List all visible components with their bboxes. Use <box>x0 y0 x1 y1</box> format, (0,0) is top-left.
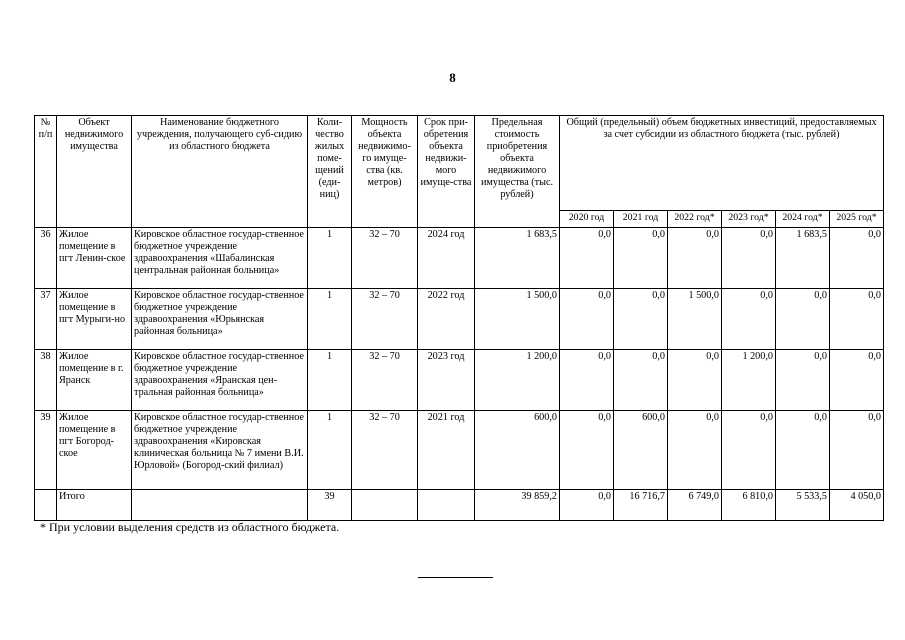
row-object: Жилое помещение в пгт Мурыги-но <box>57 289 132 350</box>
row-count: 1 <box>308 350 352 411</box>
header-institution: Наименование бюджетного учреждения, получающего суб-сидию из областного бюджета <box>132 116 308 228</box>
page-number: 8 <box>449 70 456 85</box>
row-value-2025: 0,0 <box>830 411 884 490</box>
row-value-2022: 0,0 <box>668 350 722 411</box>
row-value-2023: 0,0 <box>722 289 776 350</box>
table-row <box>35 350 884 411</box>
row-value-2023: 0,0 <box>722 228 776 289</box>
row-value-2023: 0,0 <box>722 411 776 490</box>
row-value-2020: 0,0 <box>560 228 614 289</box>
header-year-2020: 2020 год <box>560 211 614 228</box>
row-institution: Кировское областное государ-ственное бюджетное учреждение здравоохранения «Яранская цен-тральная районная больница» <box>132 350 308 411</box>
header-object: Объект недвижимого имущества <box>57 116 132 228</box>
total-capacity <box>352 490 418 521</box>
header-year-2021: 2021 год <box>614 211 668 228</box>
row-term: 2021 год <box>418 411 475 490</box>
row-num: 37 <box>35 289 57 350</box>
total-value-2023: 6 810,0 <box>722 490 776 521</box>
total-value-2021: 16 716,7 <box>614 490 668 521</box>
row-value-2025: 0,0 <box>830 350 884 411</box>
row-capacity: 32 – 70 <box>352 289 418 350</box>
row-count: 1 <box>308 228 352 289</box>
row-count: 1 <box>308 289 352 350</box>
total-label: Итого <box>57 490 132 521</box>
row-institution: Кировское областное государ-ственное бюджетное учреждение здравоохранения «Кировская клиническая больница № 7 имени В.И. Юрловой» (Богород-ский филиал) <box>132 411 308 490</box>
table-row <box>35 411 884 490</box>
row-value-2021: 0,0 <box>614 350 668 411</box>
row-cost: 1 200,0 <box>475 350 560 411</box>
header-year-2025: 2025 год* <box>830 211 884 228</box>
total-term <box>418 490 475 521</box>
row-value-2021: 600,0 <box>614 411 668 490</box>
header-row <box>35 116 884 211</box>
row-value-2020: 0,0 <box>560 411 614 490</box>
total-num <box>35 490 57 521</box>
header-term: Срок при-обретения объекта недвижи-мого имуще-ства <box>418 116 475 228</box>
header-num: № п/п <box>35 116 57 228</box>
budget-investment-table <box>34 115 884 521</box>
row-capacity: 32 – 70 <box>352 350 418 411</box>
row-num: 39 <box>35 411 57 490</box>
total-count: 39 <box>308 490 352 521</box>
row-institution: Кировское областное государ-ственное бюджетное учреждение здравоохранения «Шабалинская центральная районная больница» <box>132 228 308 289</box>
row-value-2020: 0,0 <box>560 289 614 350</box>
total-row <box>35 490 884 521</box>
row-value-2024: 1 683,5 <box>776 228 830 289</box>
row-term: 2023 год <box>418 350 475 411</box>
row-cost: 1 683,5 <box>475 228 560 289</box>
header-capacity: Мощность объекта недвижимо-го имуще-ства (кв. метров) <box>352 116 418 228</box>
header-cost: Предельная стоимость приобретения объекта недвижимого имущества (тыс. рублей) <box>475 116 560 228</box>
row-value-2024: 0,0 <box>776 350 830 411</box>
row-institution: Кировское областное государ-ственное бюджетное учреждение здравоохранения «Юрьянская районная больница» <box>132 289 308 350</box>
row-value-2024: 0,0 <box>776 411 830 490</box>
row-num: 36 <box>35 228 57 289</box>
row-value-2025: 0,0 <box>830 289 884 350</box>
row-value-2025: 0,0 <box>830 228 884 289</box>
row-value-2021: 0,0 <box>614 289 668 350</box>
row-value-2022: 0,0 <box>668 228 722 289</box>
total-cost: 39 859,2 <box>475 490 560 521</box>
row-term: 2022 год <box>418 289 475 350</box>
row-value-2023: 1 200,0 <box>722 350 776 411</box>
table-row <box>35 289 884 350</box>
row-value-2022: 1 500,0 <box>668 289 722 350</box>
header-count: Коли-чество жилых поме-щений (еди-ниц) <box>308 116 352 228</box>
row-value-2020: 0,0 <box>560 350 614 411</box>
row-value-2024: 0,0 <box>776 289 830 350</box>
row-num: 38 <box>35 350 57 411</box>
total-value-2024: 5 533,5 <box>776 490 830 521</box>
row-capacity: 32 – 70 <box>352 228 418 289</box>
header-year-2024: 2024 год* <box>776 211 830 228</box>
total-institution <box>132 490 308 521</box>
row-object: Жилое помещение в пгт Ленин-ское <box>57 228 132 289</box>
row-cost: 1 500,0 <box>475 289 560 350</box>
table-row <box>35 228 884 289</box>
header-year-2023: 2023 год* <box>722 211 776 228</box>
row-count: 1 <box>308 411 352 490</box>
row-term: 2024 год <box>418 228 475 289</box>
header-volume: Общий (предельный) объем бюджетных инвестиций, предоставляемых за счет субсидии из областного бюджета (тыс. рублей) <box>560 116 884 211</box>
end-divider-line <box>418 577 493 578</box>
total-value-2025: 4 050,0 <box>830 490 884 521</box>
row-object: Жилое помещение в г. Яранск <box>57 350 132 411</box>
total-value-2022: 6 749,0 <box>668 490 722 521</box>
header-year-2022: 2022 год* <box>668 211 722 228</box>
row-capacity: 32 – 70 <box>352 411 418 490</box>
total-value-2020: 0,0 <box>560 490 614 521</box>
row-cost: 600,0 <box>475 411 560 490</box>
row-value-2021: 0,0 <box>614 228 668 289</box>
footnote: * При условии выделения средств из областного бюджета. <box>40 520 340 534</box>
row-object: Жилое помещение в пгт Богород-ское <box>57 411 132 490</box>
row-value-2022: 0,0 <box>668 411 722 490</box>
